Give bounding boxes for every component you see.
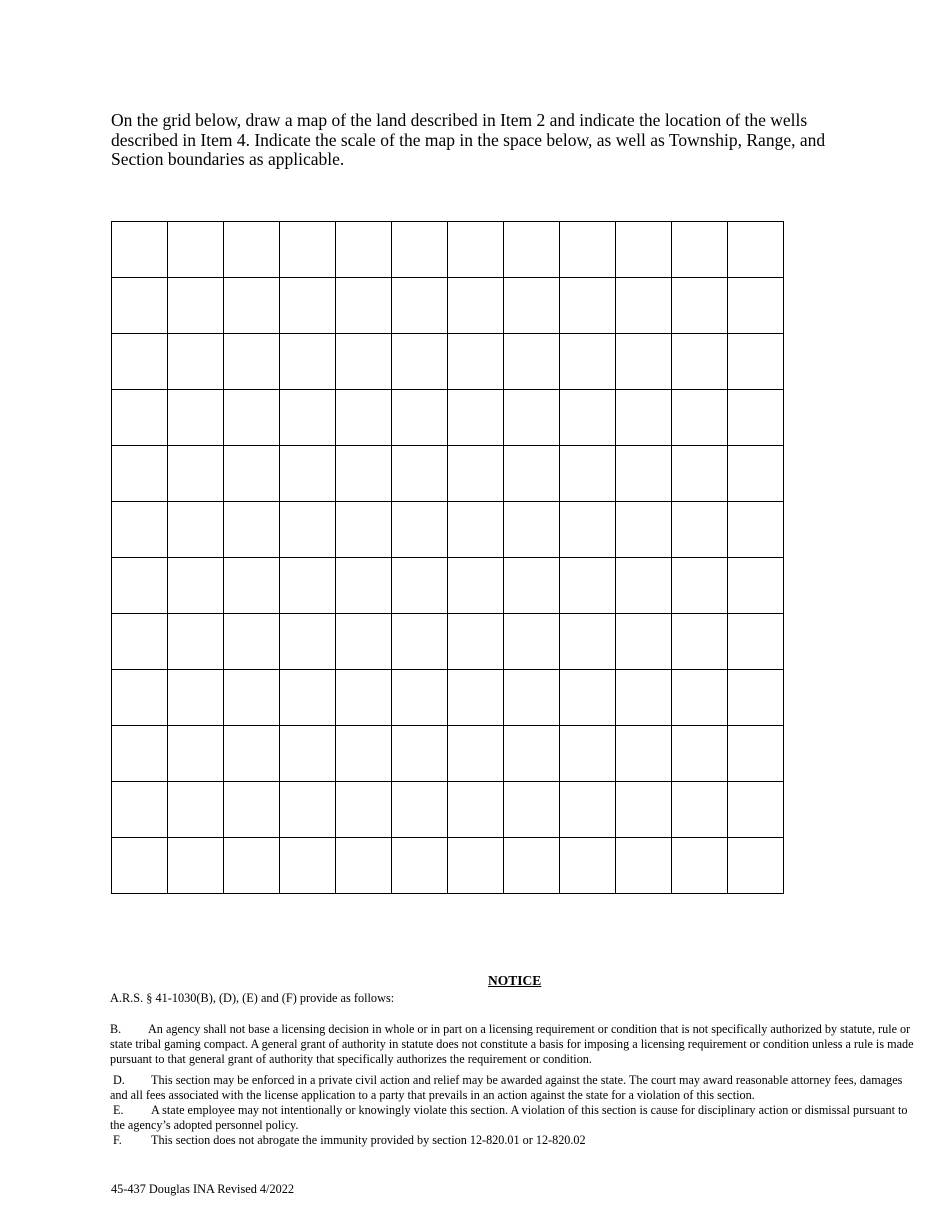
grid-cell[interactable]	[168, 278, 224, 334]
grid-cell[interactable]	[448, 670, 504, 726]
grid-cell[interactable]	[392, 446, 448, 502]
grid-cell[interactable]	[616, 558, 672, 614]
grid-cell[interactable]	[280, 838, 336, 894]
grid-cell[interactable]	[504, 670, 560, 726]
grid-cell[interactable]	[728, 446, 784, 502]
grid-cell[interactable]	[728, 726, 784, 782]
grid-cell[interactable]	[504, 222, 560, 278]
grid-cell[interactable]	[448, 614, 504, 670]
grid-cell[interactable]	[504, 614, 560, 670]
grid-cell[interactable]	[448, 782, 504, 838]
grid-cell[interactable]	[672, 222, 728, 278]
grid-cell[interactable]	[448, 558, 504, 614]
grid-cell[interactable]	[560, 390, 616, 446]
grid-cell[interactable]	[616, 782, 672, 838]
clause-b	[110, 1022, 916, 1068]
grid-row	[112, 278, 784, 334]
grid-cell[interactable]	[280, 502, 336, 558]
grid-cell[interactable]	[168, 222, 224, 278]
grid-cell[interactable]	[168, 670, 224, 726]
grid-cell[interactable]	[392, 670, 448, 726]
grid-cell[interactable]	[112, 390, 168, 446]
grid-cell[interactable]	[168, 726, 224, 782]
grid-cell[interactable]	[672, 390, 728, 446]
grid-cell[interactable]	[560, 334, 616, 390]
grid-cell[interactable]	[672, 838, 728, 894]
grid-cell[interactable]	[280, 390, 336, 446]
grid-cell[interactable]	[672, 670, 728, 726]
grid-cell[interactable]	[448, 502, 504, 558]
grid-cell[interactable]	[672, 614, 728, 670]
grid-cell[interactable]	[392, 614, 448, 670]
grid-cell[interactable]	[560, 558, 616, 614]
grid-cell[interactable]	[616, 446, 672, 502]
grid-cell[interactable]	[224, 390, 280, 446]
map-instructions: On the grid below, draw a map of the land described in Item 2 and indicate the location of the wells described in Item 4. Indicate the scale of the map in the space below, as well as Township, Range, and Section boundaries as applicable.	[111, 110, 826, 169]
grid-cell[interactable]	[448, 446, 504, 502]
grid-cell[interactable]	[280, 726, 336, 782]
grid-cell[interactable]	[112, 278, 168, 334]
grid-cell[interactable]	[392, 838, 448, 894]
grid-cell[interactable]	[560, 278, 616, 334]
clause-f-text: This section does not abrogate the immunity provided by section 12-820.01 or 12-820.02	[151, 1133, 586, 1147]
grid-cell[interactable]	[336, 838, 392, 894]
grid-cell[interactable]	[728, 278, 784, 334]
grid-cell[interactable]	[616, 670, 672, 726]
grid-cell[interactable]	[336, 446, 392, 502]
statute-intro: A.R.S. § 41-1030(B), (D), (E) and (F) provide as follows:	[110, 991, 395, 1005]
grid-cell[interactable]	[112, 838, 168, 894]
grid-cell[interactable]	[504, 726, 560, 782]
grid-cell[interactable]	[504, 334, 560, 390]
grid-cell[interactable]	[168, 614, 224, 670]
grid-cell[interactable]	[224, 558, 280, 614]
grid-cell[interactable]	[672, 334, 728, 390]
grid-cell[interactable]	[504, 838, 560, 894]
grid-cell[interactable]	[280, 334, 336, 390]
grid-cell[interactable]	[336, 670, 392, 726]
grid-cell[interactable]	[728, 838, 784, 894]
grid-cell[interactable]	[112, 726, 168, 782]
grid-cell[interactable]	[448, 390, 504, 446]
grid-cell[interactable]	[224, 502, 280, 558]
grid-cell[interactable]	[728, 390, 784, 446]
form-footer: 45-437 Douglas INA Revised 4/2022	[111, 1182, 295, 1196]
grid-cell[interactable]	[336, 614, 392, 670]
grid-cell[interactable]	[504, 782, 560, 838]
grid-cell[interactable]	[448, 222, 504, 278]
grid-cell[interactable]	[392, 334, 448, 390]
grid-cell[interactable]	[392, 222, 448, 278]
grid-cell[interactable]	[392, 558, 448, 614]
grid-cell[interactable]	[560, 726, 616, 782]
grid-cell[interactable]	[280, 670, 336, 726]
grid-cell[interactable]	[560, 614, 616, 670]
grid-cell[interactable]	[616, 278, 672, 334]
grid-cell[interactable]	[616, 334, 672, 390]
grid-row	[112, 390, 784, 446]
notice-title: NOTICE	[488, 973, 542, 988]
grid-cell[interactable]	[112, 334, 168, 390]
grid-cell[interactable]	[224, 670, 280, 726]
clause-e-letter: E.	[113, 1103, 124, 1117]
grid-cell[interactable]	[392, 390, 448, 446]
grid-cell[interactable]	[224, 838, 280, 894]
grid-cell[interactable]	[112, 558, 168, 614]
grid-cell[interactable]	[504, 390, 560, 446]
clause-f-letter: F.	[113, 1133, 122, 1147]
grid-cell[interactable]	[448, 278, 504, 334]
clause-f	[110, 1133, 916, 1148]
grid-cell[interactable]	[560, 446, 616, 502]
grid-cell[interactable]	[280, 222, 336, 278]
grid-cell[interactable]	[224, 726, 280, 782]
grid-cell[interactable]	[336, 390, 392, 446]
grid-cell[interactable]	[560, 838, 616, 894]
grid-cell[interactable]	[280, 614, 336, 670]
grid-row	[112, 558, 784, 614]
grid-cell[interactable]	[224, 222, 280, 278]
grid-body	[112, 222, 784, 894]
grid-cell[interactable]	[336, 782, 392, 838]
grid-row	[112, 446, 784, 502]
grid-cell[interactable]	[336, 278, 392, 334]
grid-cell[interactable]	[224, 278, 280, 334]
grid-cell[interactable]	[728, 670, 784, 726]
grid-cell[interactable]	[728, 614, 784, 670]
grid-cell[interactable]	[504, 558, 560, 614]
grid-cell[interactable]	[448, 838, 504, 894]
grid-cell[interactable]	[448, 726, 504, 782]
grid-cell[interactable]	[168, 558, 224, 614]
grid-cell[interactable]	[728, 782, 784, 838]
grid-cell[interactable]	[728, 502, 784, 558]
grid-cell[interactable]	[728, 222, 784, 278]
grid-cell[interactable]	[224, 446, 280, 502]
grid-cell[interactable]	[560, 502, 616, 558]
grid-cell[interactable]	[168, 838, 224, 894]
grid-cell[interactable]	[224, 334, 280, 390]
grid-cell[interactable]	[560, 670, 616, 726]
clause-b-letter: B.	[110, 1022, 122, 1036]
grid-cell[interactable]	[336, 222, 392, 278]
grid-row	[112, 502, 784, 558]
map-drawing-grid[interactable]	[111, 221, 784, 894]
grid-cell[interactable]	[224, 614, 280, 670]
grid-cell[interactable]	[504, 502, 560, 558]
grid-cell[interactable]	[168, 782, 224, 838]
grid-cell[interactable]	[112, 222, 168, 278]
grid-cell[interactable]	[392, 782, 448, 838]
grid-cell[interactable]	[672, 278, 728, 334]
grid-cell[interactable]	[728, 334, 784, 390]
grid-cell[interactable]	[672, 558, 728, 614]
grid-cell[interactable]	[616, 390, 672, 446]
grid-cell[interactable]	[280, 278, 336, 334]
grid-row	[112, 782, 784, 838]
grid-cell[interactable]	[616, 614, 672, 670]
grid-cell[interactable]	[672, 446, 728, 502]
clause-e	[110, 1103, 916, 1133]
grid-cell[interactable]	[168, 446, 224, 502]
grid-cell[interactable]	[560, 222, 616, 278]
grid-cell[interactable]	[672, 726, 728, 782]
grid-cell[interactable]	[336, 726, 392, 782]
clause-b-text: An agency shall not base a licensing decision in whole or in part on a licensing requirement or condition that is not specifically authorized by statute, rule or state tribal gaming compact. A general grant of authority in statute does not constitute a basis for imposing a licensing requirement or condition unless a rule is made pursuant to that general grant of authority that specifically authorizes the requirement or condition.	[110, 1022, 914, 1067]
grid-row	[112, 670, 784, 726]
grid-cell[interactable]	[280, 558, 336, 614]
grid-cell[interactable]	[672, 502, 728, 558]
grid-cell[interactable]	[504, 278, 560, 334]
grid-cell[interactable]	[616, 838, 672, 894]
grid-cell[interactable]	[168, 390, 224, 446]
grid-cell[interactable]	[392, 726, 448, 782]
grid-cell[interactable]	[280, 782, 336, 838]
clause-e-text: A state employee may not intentionally or knowingly violate this section. A violation of this section is cause for disciplinary action or dismissal pursuant to the agency’s adopted personnel policy.	[110, 1103, 908, 1133]
grid-cell[interactable]	[168, 334, 224, 390]
grid-cell[interactable]	[504, 446, 560, 502]
grid-cell[interactable]	[616, 502, 672, 558]
grid-cell[interactable]	[392, 502, 448, 558]
grid-row	[112, 726, 784, 782]
grid-cell[interactable]	[560, 782, 616, 838]
clause-d-letter: D.	[113, 1073, 125, 1087]
grid-cell[interactable]	[112, 446, 168, 502]
grid-cell[interactable]	[112, 670, 168, 726]
grid-cell[interactable]	[336, 502, 392, 558]
grid-row	[112, 334, 784, 390]
grid-cell[interactable]	[112, 782, 168, 838]
grid-cell[interactable]	[448, 334, 504, 390]
grid-row	[112, 838, 784, 894]
grid-cell[interactable]	[280, 446, 336, 502]
grid-cell[interactable]	[224, 782, 280, 838]
grid-row	[112, 222, 784, 278]
grid-cell[interactable]	[616, 726, 672, 782]
clause-d	[110, 1073, 916, 1103]
grid-cell[interactable]	[336, 558, 392, 614]
grid-row	[112, 614, 784, 670]
grid-cell[interactable]	[616, 222, 672, 278]
grid-cell[interactable]	[112, 614, 168, 670]
grid-cell[interactable]	[112, 502, 168, 558]
grid-cell[interactable]	[728, 558, 784, 614]
grid-cell[interactable]	[672, 782, 728, 838]
grid-cell[interactable]	[392, 278, 448, 334]
grid-cell[interactable]	[168, 502, 224, 558]
clause-d-text: This section may be enforced in a private civil action and relief may be awarded against the state. The court may award reasonable attorney fees, damages and all fees associated with the license application to a party that prevails in an action against the state for a violation of this section.	[110, 1073, 903, 1103]
grid-cell[interactable]	[336, 334, 392, 390]
